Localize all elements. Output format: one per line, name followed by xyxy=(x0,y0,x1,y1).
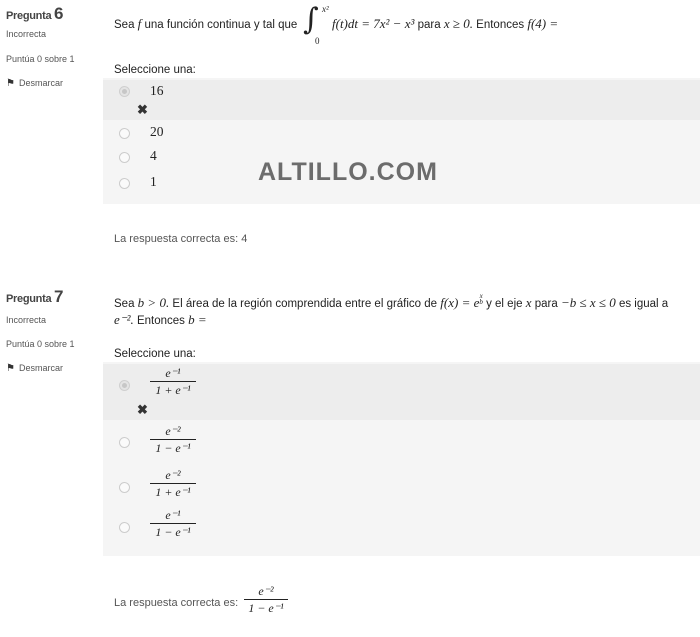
q7-option-3-fraction: e⁻² 1 + e⁻¹ xyxy=(150,468,196,499)
upper-limit: x² xyxy=(322,4,329,14)
flag-icon: ⚑ xyxy=(6,363,15,374)
q6-option-4-radio[interactable] xyxy=(119,178,130,189)
q7-option-1-radio[interactable] xyxy=(119,380,130,391)
q7-score: Puntúa 0 sobre 1 xyxy=(6,339,75,349)
flag-icon: ⚑ xyxy=(6,78,15,89)
q6-option-2-label: 20 xyxy=(150,124,164,139)
q6-info xyxy=(6,4,96,89)
q7-flag-link[interactable]: ⚑ Desmarcar xyxy=(6,363,64,374)
q6-select-label: Seleccione una: xyxy=(114,64,196,76)
q6-question-text: Sea f una función continua y tal que xyxy=(114,16,298,31)
q6-option-2-radio[interactable] xyxy=(119,128,130,139)
q7-option-2-radio[interactable] xyxy=(119,437,130,448)
q6-selected-option-highlight xyxy=(103,80,700,120)
q7-option-2-fraction: e⁻² 1 − e⁻¹ xyxy=(150,424,196,455)
q7-info xyxy=(6,287,96,374)
q6-option-1-radio[interactable] xyxy=(119,86,130,97)
q6-score: Puntúa 0 sobre 1 xyxy=(6,54,75,64)
q7-select-label: Seleccione una: xyxy=(114,348,196,360)
q6-option-3-label: 4 xyxy=(150,148,157,163)
q6-correct-answer: La respuesta correcta es: 4 xyxy=(114,233,248,245)
q7-option-3-radio[interactable] xyxy=(119,482,130,493)
q6-option-4-label: 1 xyxy=(150,174,157,189)
incorrect-x-icon: ✖ xyxy=(137,102,148,117)
q6-status: Incorrecta xyxy=(6,29,47,39)
q6-option-3-radio[interactable] xyxy=(119,152,130,163)
q6-flag-link[interactable]: ⚑ Desmarcar xyxy=(6,78,64,89)
watermark: ALTILLO.COM xyxy=(258,158,438,186)
q6-integrand: f(t)dt = 7x² − x³ para x ≥ 0. Entonces f(4) = xyxy=(332,16,559,31)
q7-option-4-fraction: e⁻¹ 1 − e⁻¹ xyxy=(150,508,196,539)
q7-correct-answer-label: La respuesta correcta es: xyxy=(114,597,239,609)
lower-limit: 0 xyxy=(315,36,320,46)
q7-option-1-fraction: e⁻¹ 1 + e⁻¹ xyxy=(150,366,196,397)
q7-option-4-radio[interactable] xyxy=(119,522,130,533)
q7-question-text-line2: e⁻². Entonces b = xyxy=(114,312,207,327)
integral-sign: ∫ xyxy=(303,2,319,37)
q6-option-1-label: 16 xyxy=(150,83,164,98)
incorrect-x-icon: ✖ xyxy=(137,402,148,417)
exponent-fraction: x b xyxy=(479,292,483,306)
q7-status: Incorrecta xyxy=(6,315,47,325)
q7-number: Pregunta 7 xyxy=(6,287,64,306)
q7-correct-answer-fraction: e⁻² 1 − e⁻¹ xyxy=(244,584,288,615)
q6-number: Pregunta 6 xyxy=(6,4,64,23)
q7-question-text: Sea b > 0. El área de la región comprendida entre el gráfico de f(x) = ex b y el eje x para −b ≤ x ≤ 0 es igual a xyxy=(114,292,669,310)
